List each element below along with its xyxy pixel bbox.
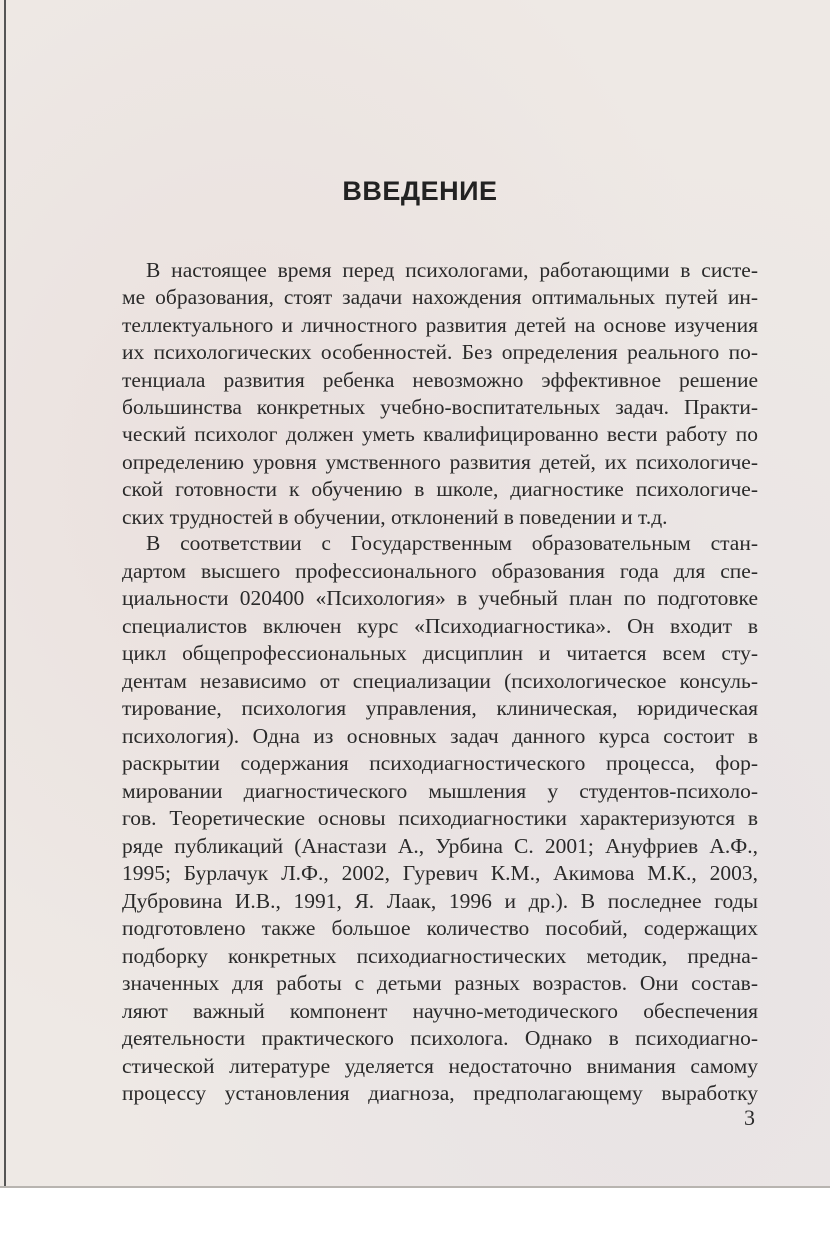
text-line: мировании диагностического мышления у студентов-психоло- xyxy=(122,778,758,803)
text-line: дентам независимо от специализации (психологическое консуль- xyxy=(122,668,758,693)
page-bottom-edge xyxy=(0,1186,830,1188)
text-line: ских трудностей в обучении, отклонений в поведении и т.д. xyxy=(122,504,668,529)
text-line: 1995; Бурлачук Л.Ф., 2002, Гуревич К.М., Акимова М.К., 2003, xyxy=(122,861,758,885)
text-line: ческий психолог должен уметь квалифицированно вести работу по xyxy=(122,422,758,447)
text-line: ме образования, стоят задачи нахождения оптимальных путей ин- xyxy=(122,285,758,310)
text-line: В настоящее время перед психологами, работающими в систе- xyxy=(146,258,758,282)
text-line: подготовлено также большое количество пособий, содержащих xyxy=(122,916,758,940)
text-line: их психологических особенностей. Без определения реального по- xyxy=(122,340,758,365)
text-line: теллектуального и личностного развития детей на основе изучения xyxy=(122,312,758,337)
text-line: стической литературе уделяется недостаточно внимания самому xyxy=(122,1053,758,1078)
page-number: 3 xyxy=(744,1105,755,1130)
text-line: психология). Одна из основных задач данного курса состоит в xyxy=(122,723,758,748)
text-line: дартом высшего профессионального образования года для спе- xyxy=(122,558,758,583)
text-line: большинства конкретных учебно-воспитательных задач. Практи- xyxy=(122,394,758,419)
text-line: определению уровня умственного развития детей, их психологиче- xyxy=(122,449,758,474)
text-line: циальности 020400 «Психология» в учебный план по подготовке xyxy=(122,586,758,610)
text-line: значенных для работы с детьми разных возрастов. Они состав- xyxy=(122,971,758,995)
paragraph-1 xyxy=(122,257,758,531)
text-line: ряде публикаций (Анастази А., Урбина С. 2001; Ануфриев А.Ф., xyxy=(122,833,758,858)
text-line: В соответствии с Государственным образовательным стан- xyxy=(146,531,758,555)
text-line: специалистов включен курс «Психодиагностика». Он входит в xyxy=(122,613,758,638)
text-line: раскрытии содержания психодиагностического процесса, фор- xyxy=(122,751,758,775)
text-line: гов. Теоретические основы психодиагностики характеризуются в xyxy=(122,806,758,830)
paragraph-2 xyxy=(122,530,758,1108)
text-line: деятельности практического психолога. Однако в психодиагно- xyxy=(122,1026,758,1050)
page-heading: ВВЕДЕНИЕ xyxy=(342,176,498,206)
text-line: тенциала развития ребенка невозможно эффективное решение xyxy=(122,367,758,392)
text-line: ской готовности к обучению в школе, диагностике психологиче- xyxy=(122,477,758,502)
text-line: подборку конкретных психодиагностических методик, предна- xyxy=(122,943,758,968)
text-line: Дубровина И.В., 1991, Я. Лаак, 1996 и др.). В последнее годы xyxy=(122,888,758,913)
text-line: процессу установления диагноза, предполагающему выработку xyxy=(122,1081,758,1105)
text-line: цикл общепрофессиональных дисциплин и читается всем сту- xyxy=(122,641,758,665)
text-line: ляют важный компонент научно-методического обеспечения xyxy=(122,998,758,1023)
text-line: тирование, психология управления, клиническая, юридическая xyxy=(122,696,758,720)
